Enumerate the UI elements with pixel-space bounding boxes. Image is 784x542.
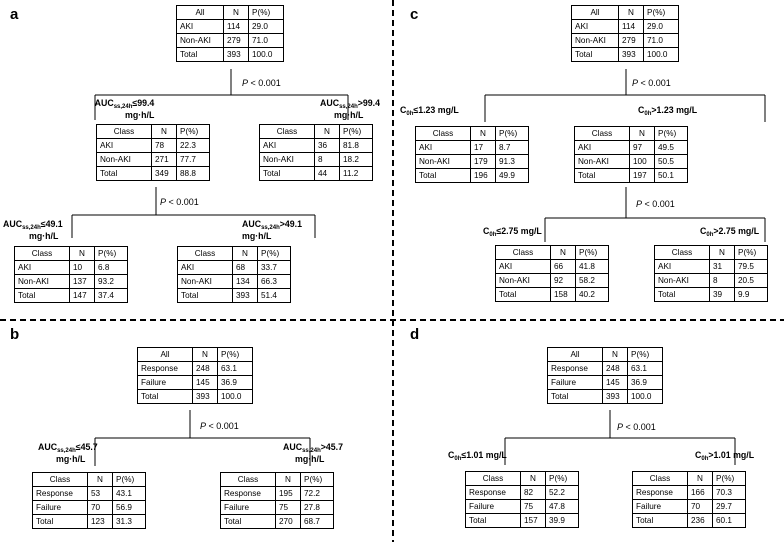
c-split-1 — [485, 69, 765, 122]
label-part: ≤2.75 mg/L — [496, 226, 542, 236]
cell: 279 — [619, 34, 644, 48]
cell: P(%) — [628, 348, 663, 362]
panel-d-root-table — [547, 347, 663, 404]
cell: 9.9 — [735, 288, 768, 302]
label-part: >1.01 mg/L — [708, 450, 755, 460]
cell: Non-AKI — [575, 155, 630, 169]
panel-c-rl-table — [495, 245, 609, 302]
cell: 100.0 — [628, 390, 663, 404]
cell: 36.9 — [628, 376, 663, 390]
label-sub: 0h — [701, 456, 709, 462]
cell: Response — [633, 486, 688, 500]
cell: 195 — [276, 487, 301, 501]
cell: P(%) — [249, 6, 284, 20]
cell: 44 — [315, 167, 340, 181]
label-sub: 0h — [454, 456, 462, 462]
cell: Total — [260, 167, 315, 181]
b-split-1 — [95, 410, 310, 466]
label-part: C — [638, 105, 645, 115]
cell: Failure — [466, 500, 521, 514]
cell: 393 — [619, 48, 644, 62]
cell: Total — [416, 169, 471, 183]
cell: N — [70, 247, 95, 261]
panel-d-letter: d — [410, 326, 420, 343]
cell: 100.0 — [249, 48, 284, 62]
cell: 196 — [471, 169, 496, 183]
cell: 36 — [315, 139, 340, 153]
cell: 271 — [152, 153, 177, 167]
cell: Class — [33, 473, 88, 487]
cell: 179 — [471, 155, 496, 169]
panel-a-right-table — [259, 124, 373, 181]
cell: 236 — [688, 514, 713, 528]
label-sub: ss,24h — [261, 225, 280, 231]
cell: Total — [633, 514, 688, 528]
cell: 31 — [710, 260, 735, 274]
label-part: ≤45.7 — [75, 442, 98, 452]
cell: N — [224, 6, 249, 20]
cell: 248 — [603, 362, 628, 376]
cell: Response — [33, 487, 88, 501]
panel-b-letter: b — [10, 326, 20, 343]
cell: N — [551, 246, 576, 260]
panel-d-right-table — [632, 471, 746, 528]
panel-a-ll-table — [14, 246, 128, 303]
label-part: ≤99.4 — [132, 98, 155, 108]
cell: Total — [33, 515, 88, 529]
cell: 270 — [276, 515, 301, 529]
panel-d-right-split-label — [695, 450, 754, 462]
cell: 197 — [630, 169, 655, 183]
panel-c-p-value-2: P < 0.001 — [636, 199, 675, 209]
cell: 29.0 — [644, 20, 679, 34]
cell: 63.1 — [218, 362, 253, 376]
cell: Failure — [33, 501, 88, 515]
cell: N — [710, 246, 735, 260]
cell: AKI — [15, 261, 70, 275]
label-part: >2.75 mg/L — [713, 226, 760, 236]
cell: Total — [138, 390, 193, 404]
cell: N — [152, 125, 177, 139]
cell: P(%) — [496, 127, 529, 141]
cell: 56.9 — [113, 501, 146, 515]
label-part: C — [695, 450, 702, 460]
cell: Class — [15, 247, 70, 261]
cell: 166 — [688, 486, 713, 500]
cell: Non-AKI — [178, 275, 233, 289]
cell: 47.8 — [546, 500, 579, 514]
cell: P(%) — [644, 6, 679, 20]
cell: 100.0 — [218, 390, 253, 404]
panel-a-lr-table — [177, 246, 291, 303]
cell: 40.2 — [576, 288, 609, 302]
label-part: >99.4 — [357, 98, 381, 108]
cell: N — [521, 472, 546, 486]
p-value-text: < 0.001 — [168, 197, 199, 207]
cell: 114 — [224, 20, 249, 34]
label-sub: ss,24h — [57, 448, 76, 454]
panel-c-p-value-1: P < 0.001 — [632, 78, 671, 88]
panel-a-left-table — [96, 124, 210, 181]
cell: 29.7 — [713, 500, 746, 514]
cell: AKI — [575, 141, 630, 155]
cell: Class — [221, 473, 276, 487]
cell: 157 — [521, 514, 546, 528]
cell: Total — [178, 289, 233, 303]
cell: P(%) — [576, 246, 609, 260]
cell: Total — [548, 390, 603, 404]
cell: 349 — [152, 167, 177, 181]
cell: 58.2 — [576, 274, 609, 288]
panel-d-left-table — [465, 471, 579, 528]
cell: AKI — [496, 260, 551, 274]
cell: Non-AKI — [97, 153, 152, 167]
label-part: ≤1.01 mg/L — [461, 450, 507, 460]
cell: AKI — [260, 139, 315, 153]
cell: 71.0 — [249, 34, 284, 48]
cell: 145 — [603, 376, 628, 390]
label-part: AUC — [38, 442, 58, 452]
cell: 158 — [551, 288, 576, 302]
cell: AKI — [655, 260, 710, 274]
cell: 92 — [551, 274, 576, 288]
cell: Response — [138, 362, 193, 376]
label-part: C — [700, 226, 707, 236]
cell: 393 — [193, 390, 218, 404]
cell: AKI — [178, 261, 233, 275]
cell: 279 — [224, 34, 249, 48]
cell: 75 — [521, 500, 546, 514]
cell: 97 — [630, 141, 655, 155]
cell: P(%) — [340, 125, 373, 139]
cell: N — [471, 127, 496, 141]
cell: 66.3 — [258, 275, 291, 289]
label-sub: 0h — [706, 232, 714, 238]
cell: N — [276, 473, 301, 487]
cell: All — [572, 6, 619, 20]
panel-c-letter: c — [410, 6, 419, 23]
cell: Class — [496, 246, 551, 260]
cell: 68.7 — [301, 515, 334, 529]
label-sub: 0h — [489, 232, 497, 238]
cell: 31.3 — [113, 515, 146, 529]
cell: AKI — [97, 139, 152, 153]
panel-a-left-split-label — [83, 98, 154, 120]
cell: Total — [575, 169, 630, 183]
cell: Total — [496, 288, 551, 302]
cell: 71.0 — [644, 34, 679, 48]
label-part: ≤1.23 mg/L — [413, 105, 459, 115]
cell: P(%) — [713, 472, 746, 486]
label-unit: mg·h/L — [29, 231, 59, 241]
label-part: AUC — [242, 219, 262, 229]
cell: P(%) — [113, 473, 146, 487]
cell: N — [193, 348, 218, 362]
panel-a-p-value-2: P < 0.001 — [160, 197, 199, 207]
label-unit: mg·h/L — [295, 454, 325, 464]
panel-d-p-value-1: P < 0.001 — [617, 422, 656, 432]
cell: Total — [221, 515, 276, 529]
p-value-text: < 0.001 — [644, 199, 675, 209]
panel-a-p-value-1: P < 0.001 — [242, 78, 281, 88]
cell: Non-AKI — [15, 275, 70, 289]
cell: Failure — [633, 500, 688, 514]
panel-c-root-table — [571, 5, 679, 62]
cell: Non-AKI — [416, 155, 471, 169]
panel-b-right-split-label — [283, 442, 343, 464]
cell: Failure — [221, 501, 276, 515]
cell: All — [177, 6, 224, 20]
cell: All — [548, 348, 603, 362]
cell: 33.7 — [258, 261, 291, 275]
panel-b-p-value-1: P < 0.001 — [200, 421, 239, 431]
cell: 10 — [70, 261, 95, 275]
cell: 100.0 — [644, 48, 679, 62]
cell: 393 — [224, 48, 249, 62]
label-part: AUC — [3, 219, 23, 229]
cell: 393 — [603, 390, 628, 404]
panel-c-rl-split-label — [483, 226, 542, 238]
cell: P(%) — [301, 473, 334, 487]
cell: 8 — [315, 153, 340, 167]
cell: 70.3 — [713, 486, 746, 500]
panel-d-left-split-label — [448, 450, 507, 462]
cell: 27.8 — [301, 501, 334, 515]
p-value-text: < 0.001 — [250, 78, 281, 88]
cell: 8 — [710, 274, 735, 288]
panel-c-rr-table — [654, 245, 768, 302]
panel-c-right-table — [574, 126, 688, 183]
cell: 88.8 — [177, 167, 210, 181]
cell: 248 — [193, 362, 218, 376]
cell: Class — [178, 247, 233, 261]
label-part: AUC — [320, 98, 340, 108]
cell: Class — [575, 127, 630, 141]
cell: 137 — [70, 275, 95, 289]
cell: 82 — [521, 486, 546, 500]
cell: Class — [416, 127, 471, 141]
cell: 37.4 — [95, 289, 128, 303]
cell: 60.1 — [713, 514, 746, 528]
cell: Non-AKI — [177, 34, 224, 48]
label-unit: mg·h/L — [242, 231, 272, 241]
cell: 100 — [630, 155, 655, 169]
cell: Class — [466, 472, 521, 486]
cell: 20.5 — [735, 274, 768, 288]
cell: Failure — [548, 376, 603, 390]
label-part: >45.7 — [320, 442, 344, 452]
cell: 49.5 — [655, 141, 688, 155]
p-value-text: < 0.001 — [625, 422, 656, 432]
cell: Response — [221, 487, 276, 501]
cell: 8.7 — [496, 141, 529, 155]
cell: 77.7 — [177, 153, 210, 167]
cell: Total — [97, 167, 152, 181]
label-unit: mg·h/L — [56, 454, 86, 464]
cell: Non-AKI — [655, 274, 710, 288]
cell: Class — [655, 246, 710, 260]
panel-a-right-split-label — [320, 98, 380, 120]
cell: P(%) — [655, 127, 688, 141]
cell: 91.3 — [496, 155, 529, 169]
cell: Class — [260, 125, 315, 139]
p-value-text: < 0.001 — [208, 421, 239, 431]
cell: 66 — [551, 260, 576, 274]
panel-b-right-table — [220, 472, 334, 529]
cell: N — [619, 6, 644, 20]
cell: Non-AKI — [260, 153, 315, 167]
cell: 41.8 — [576, 260, 609, 274]
cell: 50.5 — [655, 155, 688, 169]
cell: 93.2 — [95, 275, 128, 289]
cell: Total — [15, 289, 70, 303]
cell: Class — [97, 125, 152, 139]
cell: 63.1 — [628, 362, 663, 376]
label-sub: ss,24h — [22, 225, 41, 231]
cell: 123 — [88, 515, 113, 529]
cell: 39.9 — [546, 514, 579, 528]
cell: 70 — [688, 500, 713, 514]
cell: 81.8 — [340, 139, 373, 153]
cell: AKI — [572, 20, 619, 34]
cell: 78 — [152, 139, 177, 153]
cell: P(%) — [218, 348, 253, 362]
cell: 70 — [88, 501, 113, 515]
panel-c-left-split-label — [400, 105, 459, 117]
label-sub: 0h — [406, 111, 414, 117]
cell: 393 — [233, 289, 258, 303]
cell: 53 — [88, 487, 113, 501]
panel-c-rr-split-label — [700, 226, 759, 238]
cell: N — [688, 472, 713, 486]
cell: 72.2 — [301, 487, 334, 501]
panel-a-letter: a — [10, 6, 19, 23]
cell: 22.3 — [177, 139, 210, 153]
panel-c-left-table — [415, 126, 529, 183]
label-part: C — [483, 226, 490, 236]
cell: Response — [466, 486, 521, 500]
cell: 29.0 — [249, 20, 284, 34]
cell: 52.2 — [546, 486, 579, 500]
cell: 39 — [710, 288, 735, 302]
panel-b-left-table — [32, 472, 146, 529]
label-part: >1.23 mg/L — [651, 105, 698, 115]
cell: 6.8 — [95, 261, 128, 275]
panel-b-root-table — [137, 347, 253, 404]
cell: P(%) — [735, 246, 768, 260]
cell: 36.9 — [218, 376, 253, 390]
cell: Total — [572, 48, 619, 62]
label-part: C — [400, 105, 407, 115]
cell: P(%) — [258, 247, 291, 261]
cell: 145 — [193, 376, 218, 390]
cell: P(%) — [546, 472, 579, 486]
label-part: ≤49.1 — [40, 219, 63, 229]
label-sub: ss,24h — [302, 448, 321, 454]
cell: Total — [466, 514, 521, 528]
cell: Total — [177, 48, 224, 62]
cell: Class — [633, 472, 688, 486]
label-part: AUC — [283, 442, 303, 452]
label-unit: mg·h/L — [125, 110, 155, 120]
cell: All — [138, 348, 193, 362]
cell: N — [630, 127, 655, 141]
cell: N — [603, 348, 628, 362]
cell: P(%) — [177, 125, 210, 139]
cell: 18.2 — [340, 153, 373, 167]
label-sub: ss,24h — [339, 104, 358, 110]
label-sub: ss,24h — [113, 104, 133, 110]
cell: AKI — [416, 141, 471, 155]
cell: Response — [548, 362, 603, 376]
label-unit: mg·h/L — [334, 110, 364, 120]
cell: Failure — [138, 376, 193, 390]
cell: 50.1 — [655, 169, 688, 183]
label-part: >49.1 — [279, 219, 303, 229]
cell: P(%) — [95, 247, 128, 261]
panel-a-ll-split-label — [3, 219, 63, 241]
p-value-text: < 0.001 — [640, 78, 671, 88]
cell: N — [88, 473, 113, 487]
cell: N — [315, 125, 340, 139]
cell: 75 — [276, 501, 301, 515]
cell: 134 — [233, 275, 258, 289]
panel-a-root-table — [176, 5, 284, 62]
cell: 11.2 — [340, 167, 373, 181]
panel-c-right-split-label — [638, 105, 697, 117]
cell: 51.4 — [258, 289, 291, 303]
cell: 68 — [233, 261, 258, 275]
cell: 79.5 — [735, 260, 768, 274]
panel-b-left-split-label — [38, 442, 98, 464]
cell: N — [233, 247, 258, 261]
cell: Total — [655, 288, 710, 302]
panel-a-lr-split-label — [242, 219, 302, 241]
cell: 17 — [471, 141, 496, 155]
label-part: AUC — [94, 98, 114, 108]
cell: 49.9 — [496, 169, 529, 183]
label-sub: 0h — [644, 111, 652, 117]
cell: AKI — [177, 20, 224, 34]
cell: Non-AKI — [496, 274, 551, 288]
cell: 147 — [70, 289, 95, 303]
cell: Non-AKI — [572, 34, 619, 48]
label-part: C — [448, 450, 455, 460]
cell: 43.1 — [113, 487, 146, 501]
cell: 114 — [619, 20, 644, 34]
